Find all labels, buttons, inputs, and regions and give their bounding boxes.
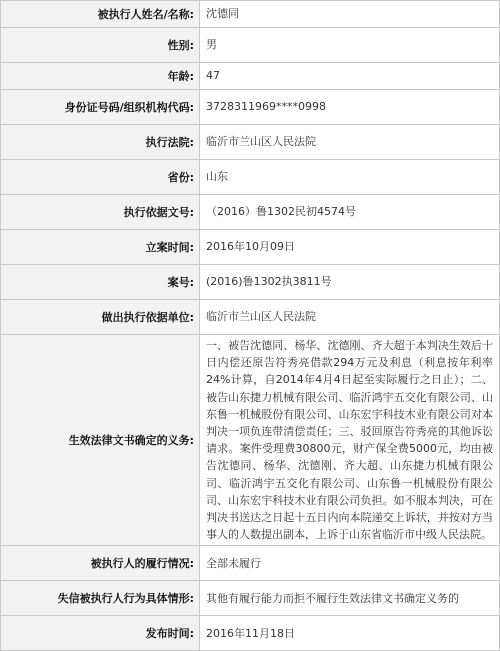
row-gender [1,28,500,63]
row-court [1,125,500,160]
row-filing-date [1,230,500,265]
row-basis-issuer [1,300,500,335]
label-court: 执行法院: [1,125,200,160]
row-id-number [1,90,500,125]
label-case-number: 案号: [1,265,200,300]
label-province: 省份: [1,160,200,195]
label-dishonest-behavior: 失信被执行人行为具体情形: [1,581,200,616]
value-age: 47 [200,63,500,90]
value-basis-issuer: 临沂市兰山区人民法院 [200,300,500,335]
row-case-number [1,265,500,300]
label-gender: 性别: [1,28,200,63]
label-obligations: 生效法律文书确定的义务: [1,335,200,546]
row-performance [1,546,500,581]
value-id-number: 3728311969****0998 [200,90,500,125]
value-case-number: (2016)鲁1302执3811号 [200,265,500,300]
value-filing-date: 2016年10月09日 [200,230,500,265]
row-age [1,63,500,90]
value-dishonest-behavior: 其他有履行能力而拒不履行生效法律文书确定义务的 [200,581,500,616]
label-name: 被执行人姓名/名称: [1,1,200,28]
row-dishonest-behavior [1,581,500,616]
value-court: 临沂市兰山区人民法院 [200,125,500,160]
label-filing-date: 立案时间: [1,230,200,265]
label-basis-issuer: 做出执行依据单位: [1,300,200,335]
label-performance: 被执行人的履行情况: [1,546,200,581]
value-gender: 男 [200,28,500,63]
row-basis-doc-number [1,195,500,230]
label-basis-doc-number: 执行依据文号: [1,195,200,230]
value-publish-date: 2016年11月18日 [200,616,500,651]
label-publish-date: 发布时间: [1,616,200,651]
row-obligations [1,335,500,546]
label-age: 年龄: [1,63,200,90]
value-obligations: 一、被告沈德同、杨华、沈德刚、齐大超于本判决生效后十日内偿还原告符秀亮借款294万元及利息（利息按年利率24%计算，自2014年4月4日起至实际履行之日止）；二、被告山东捷力机械有限公司、临沂鸿宇五交化有限公司、山东鲁一机械股份有限公司、山东宏宇科技木业有限公司对本判决一项负连带清偿责任；三、驳回原告符秀亮的其他诉讼请求。案件受理费30800元，财产保全费5000元，均由被告沈德同、杨华、沈德刚、齐大超、山东捷力机械有限公司、临沂鸿宇五交化有限公司、山东鲁一机械股份有限公司、山东宏宇科技木业有限公司负担。如不服本判决，可在判决书送达之日起十五日内向本院递交上诉状，并按对方当事人的人数提出副本，上诉于山东省临沂市中级人民法院。 [200,335,500,546]
value-province: 山东 [200,160,500,195]
value-basis-doc-number: （2016）鲁1302民初4574号 [200,195,500,230]
row-province [1,160,500,195]
value-performance: 全部未履行 [200,546,500,581]
label-id-number: 身份证号码/组织机构代码: [1,90,200,125]
row-name [1,1,500,28]
row-publish-date [1,616,500,651]
value-name: 沈德同 [200,1,500,28]
